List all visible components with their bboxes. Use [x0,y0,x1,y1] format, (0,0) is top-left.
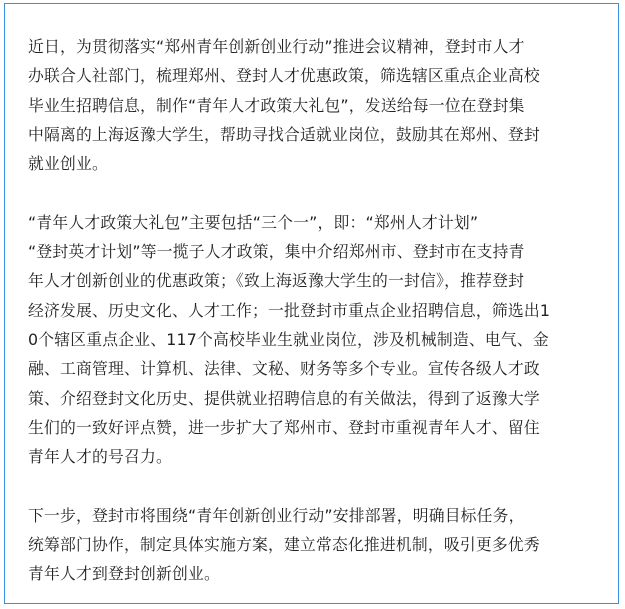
article-frame [4,3,619,604]
text-line: 策、介绍登封文化历史、提供就业招聘信息的有关做法，得到了返豫大学 [28,388,540,408]
text-line: 统筹部门协作，制定具体实施方案，建立常态化推进机制，吸引更多优秀 [28,535,540,555]
text-line: 0个辖区重点企业、117个高校毕业生就业岗位，涉及机械制造、电气、金 [28,329,549,349]
text-line: 毕业生招聘信息，制作“青年人才政策大礼包”，发送给每一位在登封集 [28,95,525,115]
text-line: 下一步，登封市将围绕“青年创新创业行动”安排部署，明确目标任务， [28,505,525,525]
paragraph-1 [28,32,608,178]
text-line: 生们的一致好评点赞，进一步扩大了郑州市、登封市重视青年人才、留住 [28,417,540,437]
text-line: 办联合人社部门，梳理郑州、登封人才优惠政策，筛选辖区重点企业高校 [28,66,540,86]
text-line: 就业创业。 [28,154,108,174]
text-line: 年人才创新创业的优惠政策；《致上海返豫大学生的一封信》，推荐登封 [28,271,525,291]
text-line: “青年人才政策大礼包”主要包括“三个一”，即：“郑州人才计划” [28,212,479,232]
text-line: 近日，为贯彻落实“郑州青年创新创业行动”推进会议精神，登封市人才 [28,37,525,56]
text-line: 经济发展、历史文化、人才工作；一批登封市重点企业招聘信息，筛选出1 [28,300,551,320]
text-line: 青年人才到登封创新创业。 [28,564,220,584]
paragraph-3 [28,501,608,589]
text-line: 融、工商管理、计算机、法律、文秘、财务等多个专业。宣传各级人才政 [28,359,540,379]
text-line: 青年人才的号召力。 [28,447,172,467]
article-body [28,32,608,589]
paragraph-2 [28,208,608,472]
text-line: 中隔离的上海返豫大学生，帮助寻找合适就业岗位，鼓励其在郑州、登封 [28,124,540,144]
text-line: “登封英才计划”等一揽子人才政策，集中介绍郑州市、登封市在支持青 [28,242,525,262]
